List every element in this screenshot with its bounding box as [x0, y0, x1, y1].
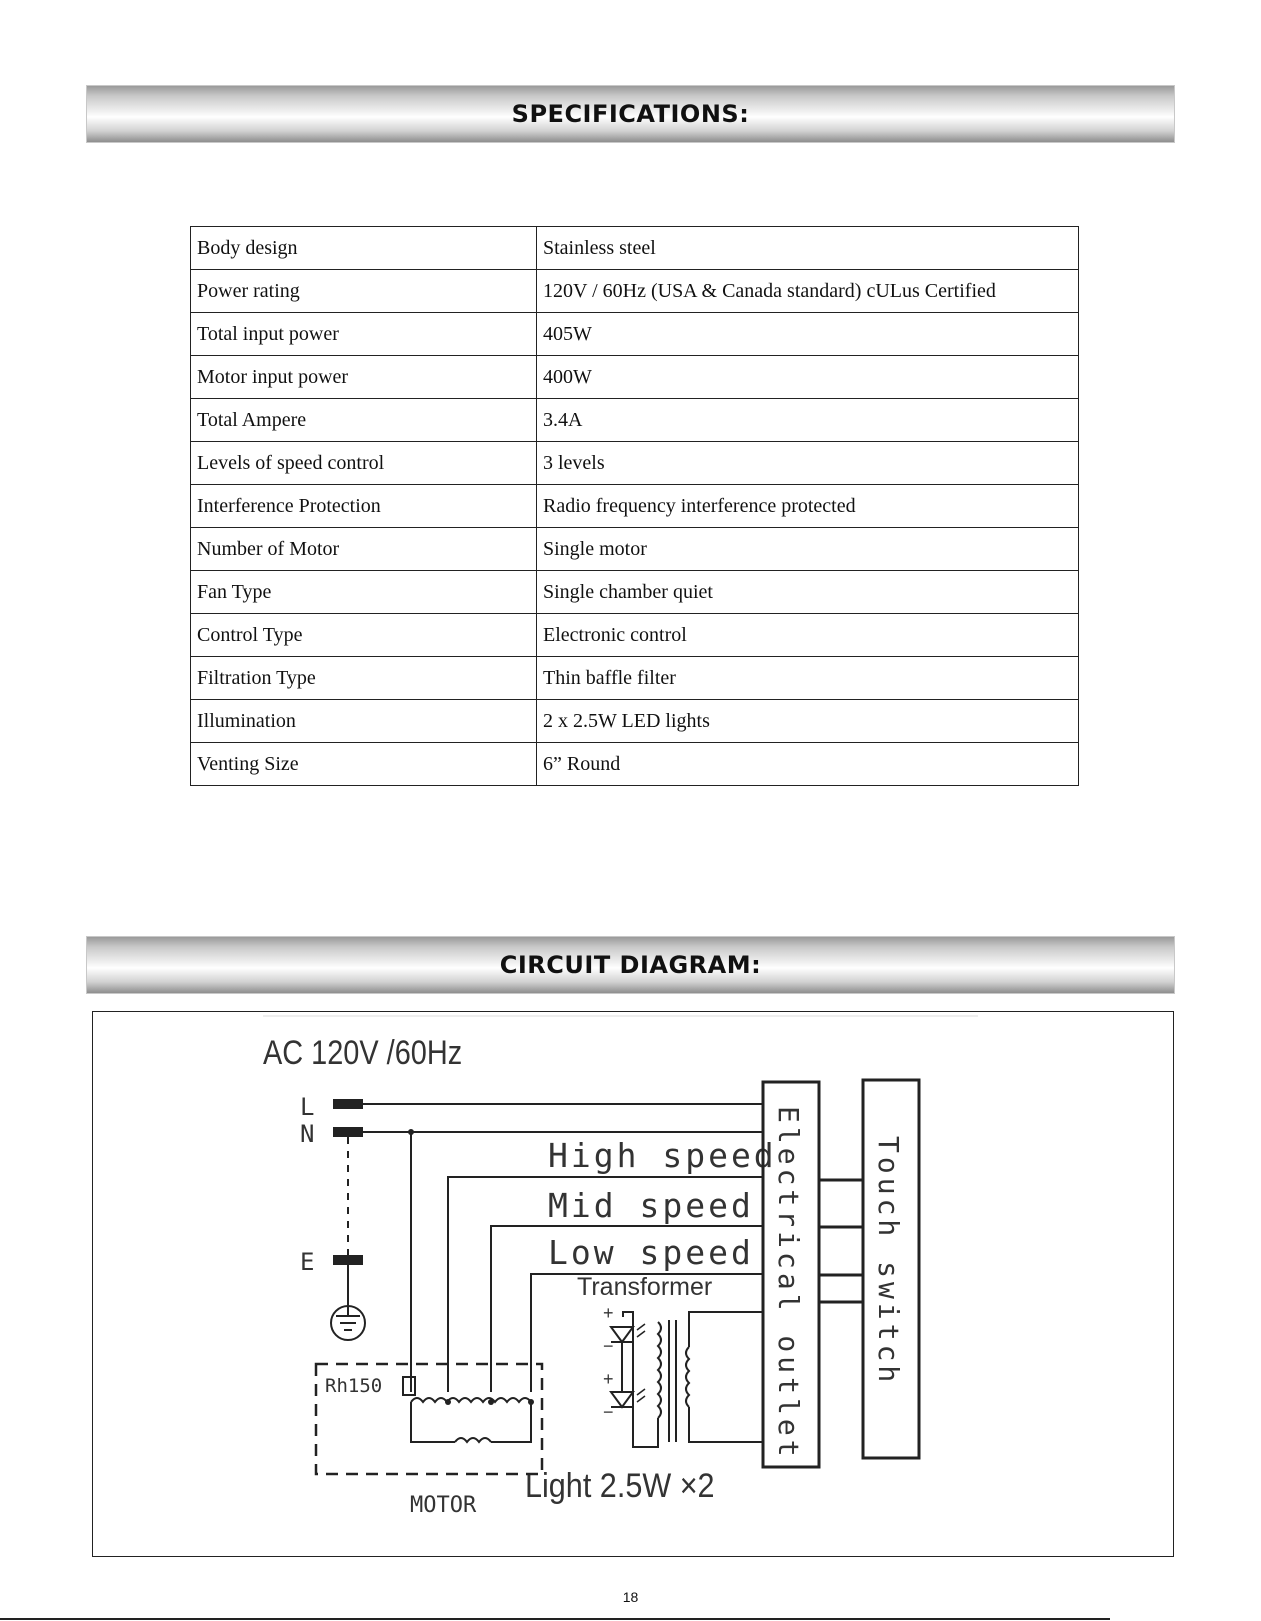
led1-minus: − — [603, 1336, 614, 1356]
spec-value: Stainless steel — [537, 227, 1079, 270]
spec-label: Filtration Type — [191, 657, 537, 700]
spec-label: Illumination — [191, 700, 537, 743]
terminal-n-label: N — [300, 1120, 315, 1148]
circuit-diagram-svg — [93, 1012, 1175, 1558]
spec-value: 3.4A — [537, 399, 1079, 442]
spec-row — [191, 356, 1079, 399]
spec-value: 400W — [537, 356, 1079, 399]
spec-row — [191, 657, 1079, 700]
spec-row — [191, 313, 1079, 356]
motor-coil-icon — [411, 1398, 534, 1442]
spec-value: 120V / 60Hz (USA & Canada standard) cULus Certified — [537, 270, 1079, 313]
terminal-n-block — [333, 1127, 363, 1137]
spec-value: 405W — [537, 313, 1079, 356]
bottom-rule — [0, 1618, 1110, 1620]
rh150-label: Rh150 — [325, 1375, 383, 1397]
ground-icon — [331, 1302, 365, 1340]
spec-value: Radio frequency interference protected — [537, 485, 1079, 528]
spec-label: Total input power — [191, 313, 537, 356]
spec-label: Control Type — [191, 614, 537, 657]
spec-row — [191, 614, 1079, 657]
specifications-title: SPECIFICATIONS: — [511, 100, 750, 128]
led-icon — [611, 1312, 658, 1447]
led2-minus: − — [603, 1402, 614, 1422]
spec-value: 3 levels — [537, 442, 1079, 485]
specifications-table — [190, 226, 1079, 786]
spec-value: Single chamber quiet — [537, 571, 1079, 614]
transformer-label: Transformer — [577, 1273, 713, 1301]
spec-row — [191, 270, 1079, 313]
spec-label: Total Ampere — [191, 399, 537, 442]
terminal-l-block — [333, 1099, 363, 1109]
spec-label: Body design — [191, 227, 537, 270]
spec-label: Levels of speed control — [191, 442, 537, 485]
spec-label: Interference Protection — [191, 485, 537, 528]
spec-row — [191, 442, 1079, 485]
circuit-diagram-header-bar — [86, 936, 1175, 994]
led2-plus: + — [603, 1369, 614, 1389]
circuit-diagram — [92, 1011, 1174, 1557]
spec-row — [191, 485, 1079, 528]
spec-row — [191, 743, 1079, 786]
spec-value: Thin baffle filter — [537, 657, 1079, 700]
touch-switch-label: Touch switch — [872, 1136, 905, 1387]
mid-speed-label: Mid speed — [548, 1186, 754, 1225]
spec-value: 2 x 2.5W LED lights — [537, 700, 1079, 743]
specifications-header-bar — [86, 85, 1175, 143]
spec-value: Electronic control — [537, 614, 1079, 657]
electrical-outlet-label: Electrical outlet — [772, 1106, 805, 1461]
spec-label: Number of Motor — [191, 528, 537, 571]
supply-label: AC 120V /60Hz — [263, 1032, 463, 1072]
low-speed-label: Low speed — [548, 1233, 754, 1272]
spec-label: Fan Type — [191, 571, 537, 614]
spec-label: Venting Size — [191, 743, 537, 786]
transformer-symbol — [658, 1312, 763, 1442]
light-label: Light 2.5W ×2 — [525, 1466, 715, 1505]
page-number: 18 — [622, 1589, 639, 1605]
high-speed-label: High speed — [548, 1136, 777, 1175]
spec-row — [191, 528, 1079, 571]
spec-row — [191, 571, 1079, 614]
spec-row — [191, 399, 1079, 442]
led1-plus: + — [603, 1303, 614, 1323]
circuit-diagram-title: CIRCUIT DIAGRAM: — [499, 951, 762, 979]
spec-label: Motor input power — [191, 356, 537, 399]
spec-row — [191, 700, 1079, 743]
terminal-l-label: L — [300, 1093, 315, 1121]
motor-label: MOTOR — [410, 1493, 477, 1518]
terminal-e-label: E — [300, 1248, 315, 1276]
spec-value: Single motor — [537, 528, 1079, 571]
spec-row — [191, 227, 1079, 270]
terminal-e-block — [333, 1255, 363, 1265]
spec-value: 6” Round — [537, 743, 1079, 786]
spec-label: Power rating — [191, 270, 537, 313]
